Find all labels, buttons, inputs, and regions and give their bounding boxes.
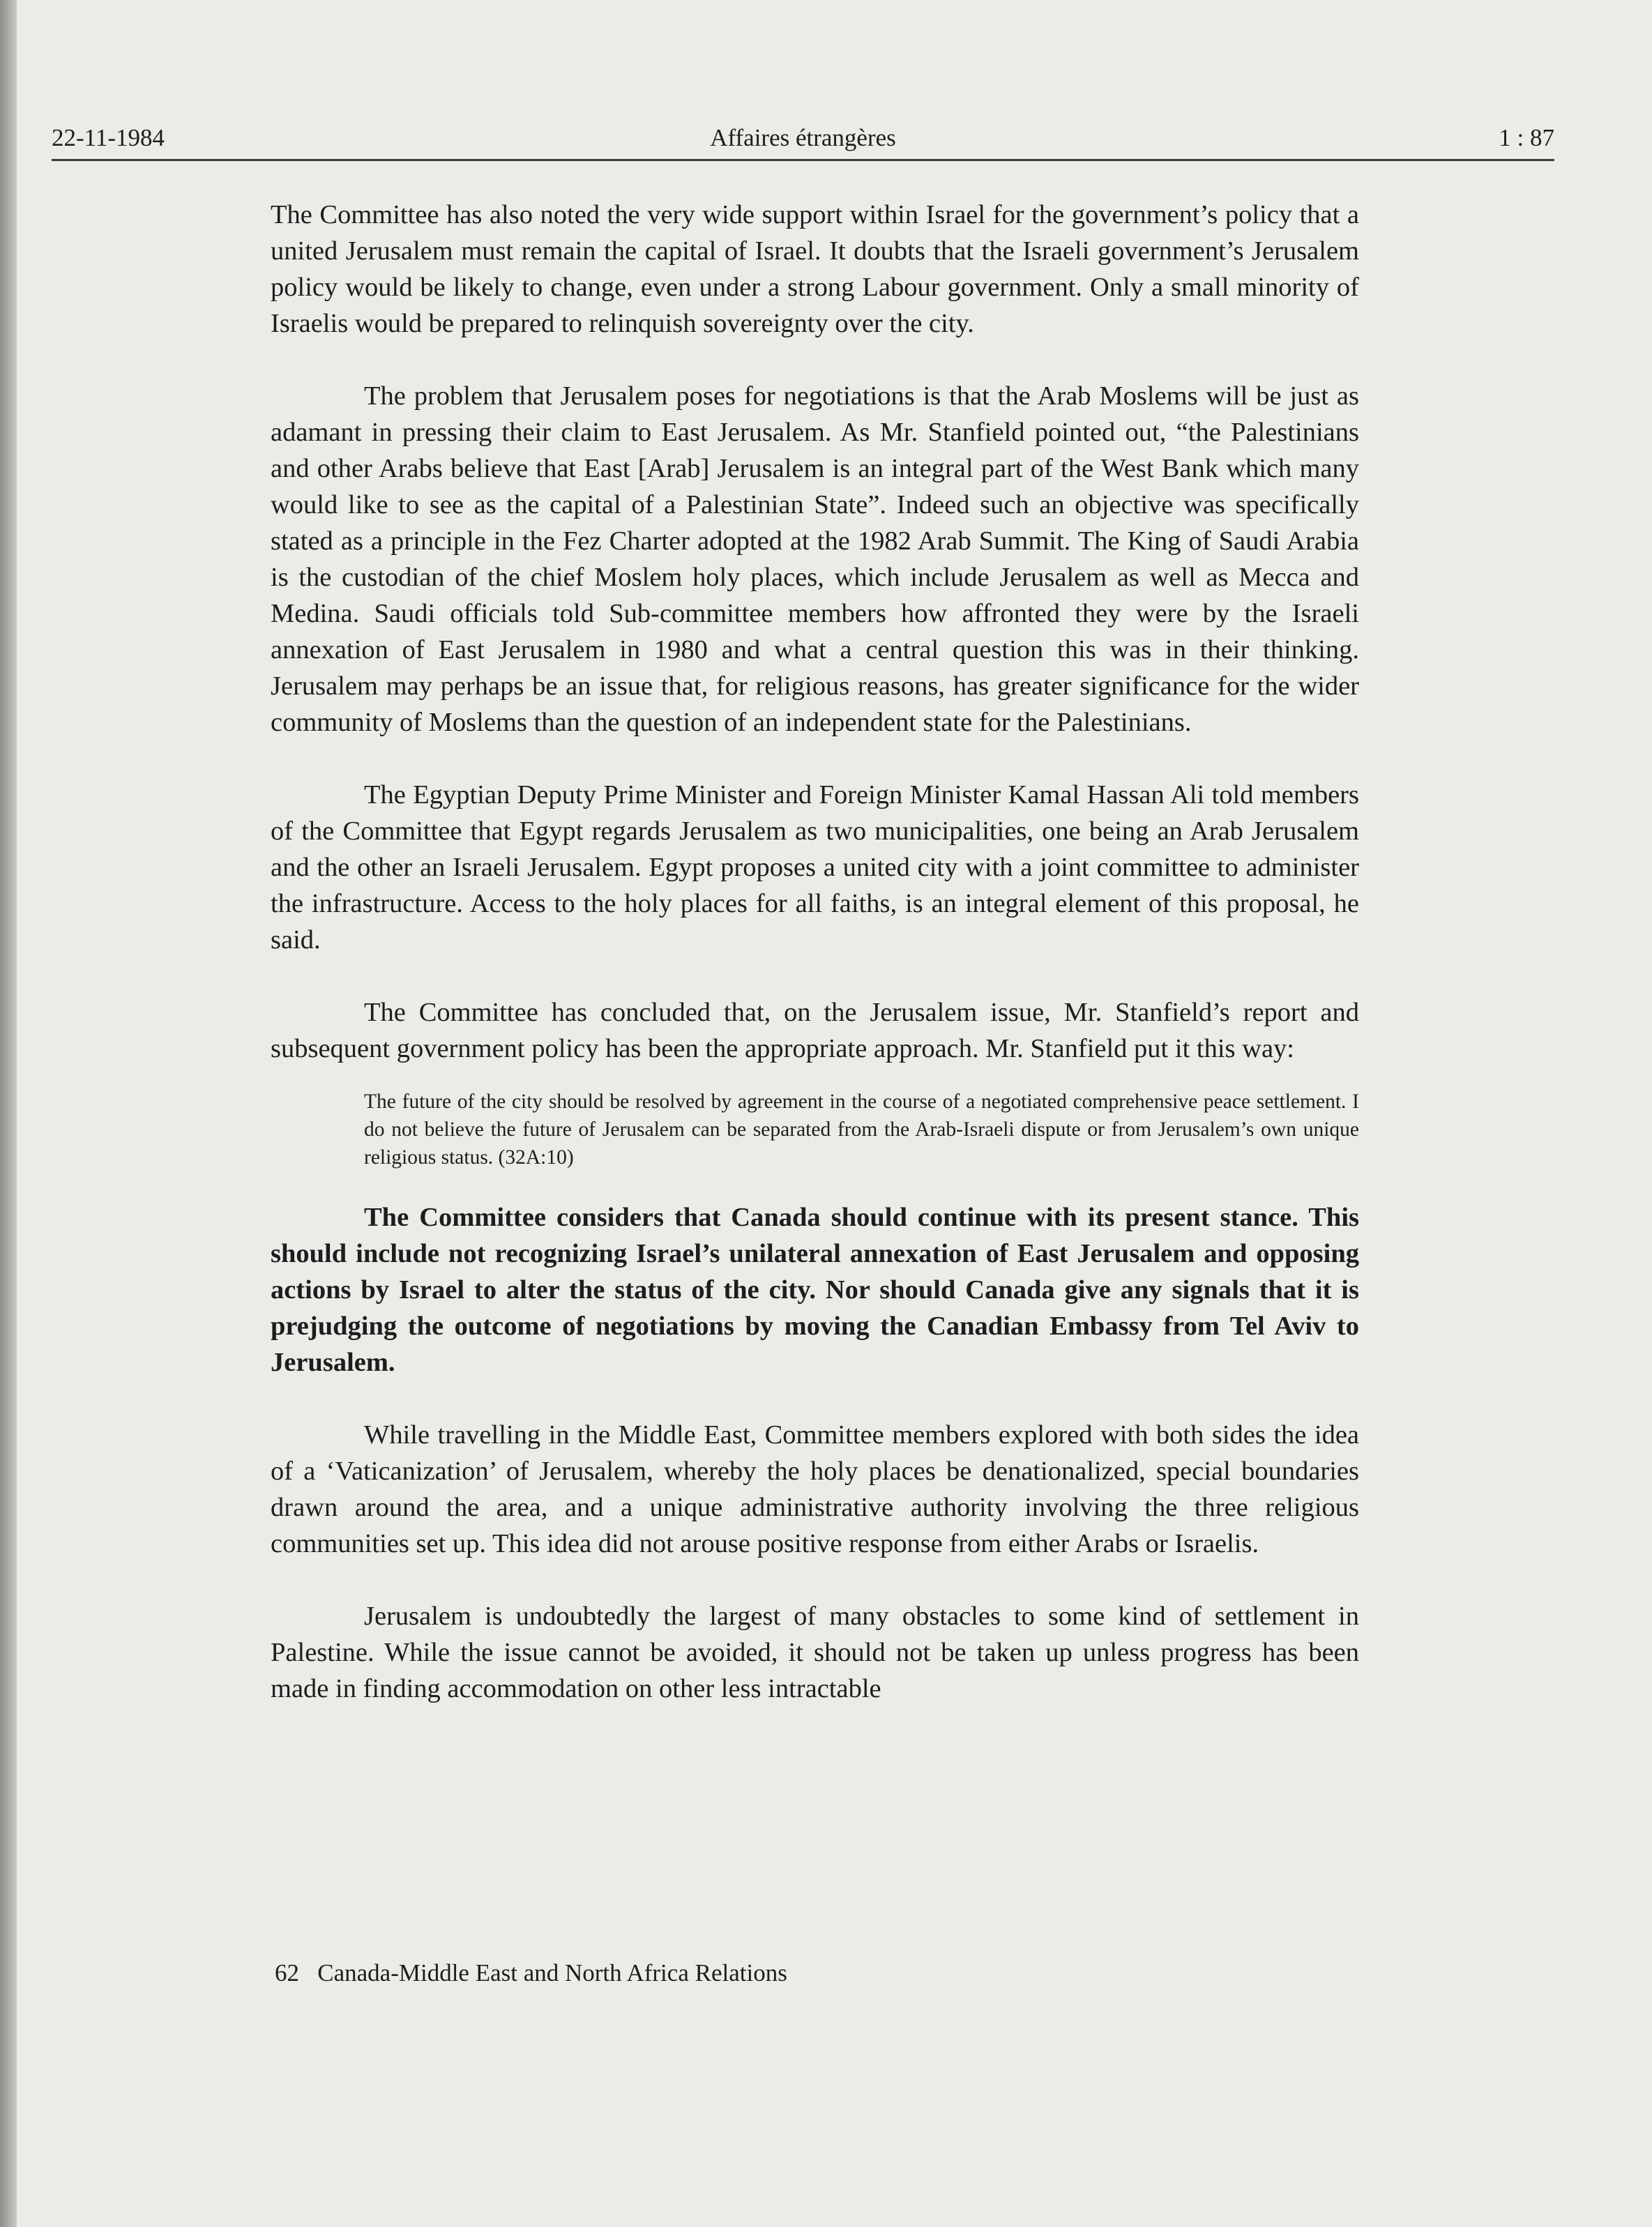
- paragraph-arab-claim: The problem that Jerusalem poses for negotiations is that the Arab Moslems will be just as adamant in pressing their claim to East Jerusalem. As Mr. Stanfield pointed out, “the Palestinians and other Arabs believe that East [Arab] Jerusalem is an integral part of the West Bank which many would like to see as the capital of a Palestinian State”. Indeed such an objective was specifically stated as a principle in the Fez Charter adopted at the 1982 Arab Summit. The King of Saudi Arabia is the custodian of the chief Moslem holy places, which include Jerusalem as well as Mecca and Medina. Saudi officials told Sub-committee members how affronted they were by the Israeli annexation of East Jerusalem in 1980 and what a central question this was in their thinking. Jerusalem may perhaps be an issue that, for religious reasons, has greater significance for the wider community of Moslems than the question of an independent state for the Palestinians.: [271, 381, 1359, 737]
- block-quote-stanfield: The future of the city should be resolved by agreement in the course of a negotiated comprehensive peace settlement. I do not believe the future of Jerusalem can be separated from the Arab-Israeli dispute or from Jerusalem’s own unique religious status. (32A:10): [364, 1090, 1359, 1169]
- header-page-ref: 1 : 87: [1499, 124, 1554, 151]
- paragraph-israeli-support: The Committee has also noted the very wide support within Israel for the government’s policy that a united Jerusalem must remain the capital of Israel. It doubts that the Israeli government’s Jerusalem policy would be likely to change, even under a strong Labour government. Only a small minority of Israelis would be prepared to relinquish sovereignty over the city.: [271, 200, 1359, 338]
- paragraph-vaticanization: While travelling in the Middle East, Committee members explored with both sides the idea of a ‘Vaticanization’ of Jerusalem, whereby the holy places be denationalized, special boundaries drawn around the area, and a unique administrative authority involving the three religious communities set up. This idea did not arouse positive response from either Arabs or Israelis.: [271, 1420, 1359, 1558]
- recommendation-paragraph: The Committee considers that Canada should continue with its present stance. This should include not recognizing Israel’s unilateral annexation of East Jerusalem and opposing actions by Israel to alter the status of the city. Nor should Canada give any signals that it is prejudging the outcome of negotiations by moving the Canadian Embassy from Tel Aviv to Jerusalem.: [271, 1203, 1359, 1377]
- paragraph-committee-conclusion: The Committee has concluded that, on the Jerusalem issue, Mr. Stanfield’s report and subsequent government policy has been the appropriate approach. Mr. Stanfield put it this way:: [271, 998, 1359, 1063]
- header-title: Affaires étrangères: [710, 124, 896, 151]
- page-footer: [275, 1959, 787, 1987]
- page-binding-shadow: [0, 0, 17, 2227]
- footer-page-number: 62: [275, 1959, 299, 1986]
- footer-report-title: Canada-Middle East and North Africa Relations: [317, 1959, 787, 1986]
- body-text: [271, 197, 1359, 1743]
- paragraph-obstacles: Jerusalem is undoubtedly the largest of many obstacles to some kind of settlement in Palestine. While the issue cannot be avoided, it should not be taken up unless progress has been made in finding accommodation on other less intractable: [271, 1602, 1359, 1703]
- paragraph-egypt-position: The Egyptian Deputy Prime Minister and Foreign Minister Kamal Hassan Ali told members of the Committee that Egypt regards Jerusalem as two municipalities, one being an Arab Jerusalem and the other an Israeli Jerusalem. Egypt proposes a united city with a joint committee to administer the infrastructure. Access to the holy places for all faiths, is an integral element of this proposal, he said.: [271, 780, 1359, 955]
- running-header: [52, 120, 1554, 161]
- header-date: 22-11-1984: [52, 124, 165, 151]
